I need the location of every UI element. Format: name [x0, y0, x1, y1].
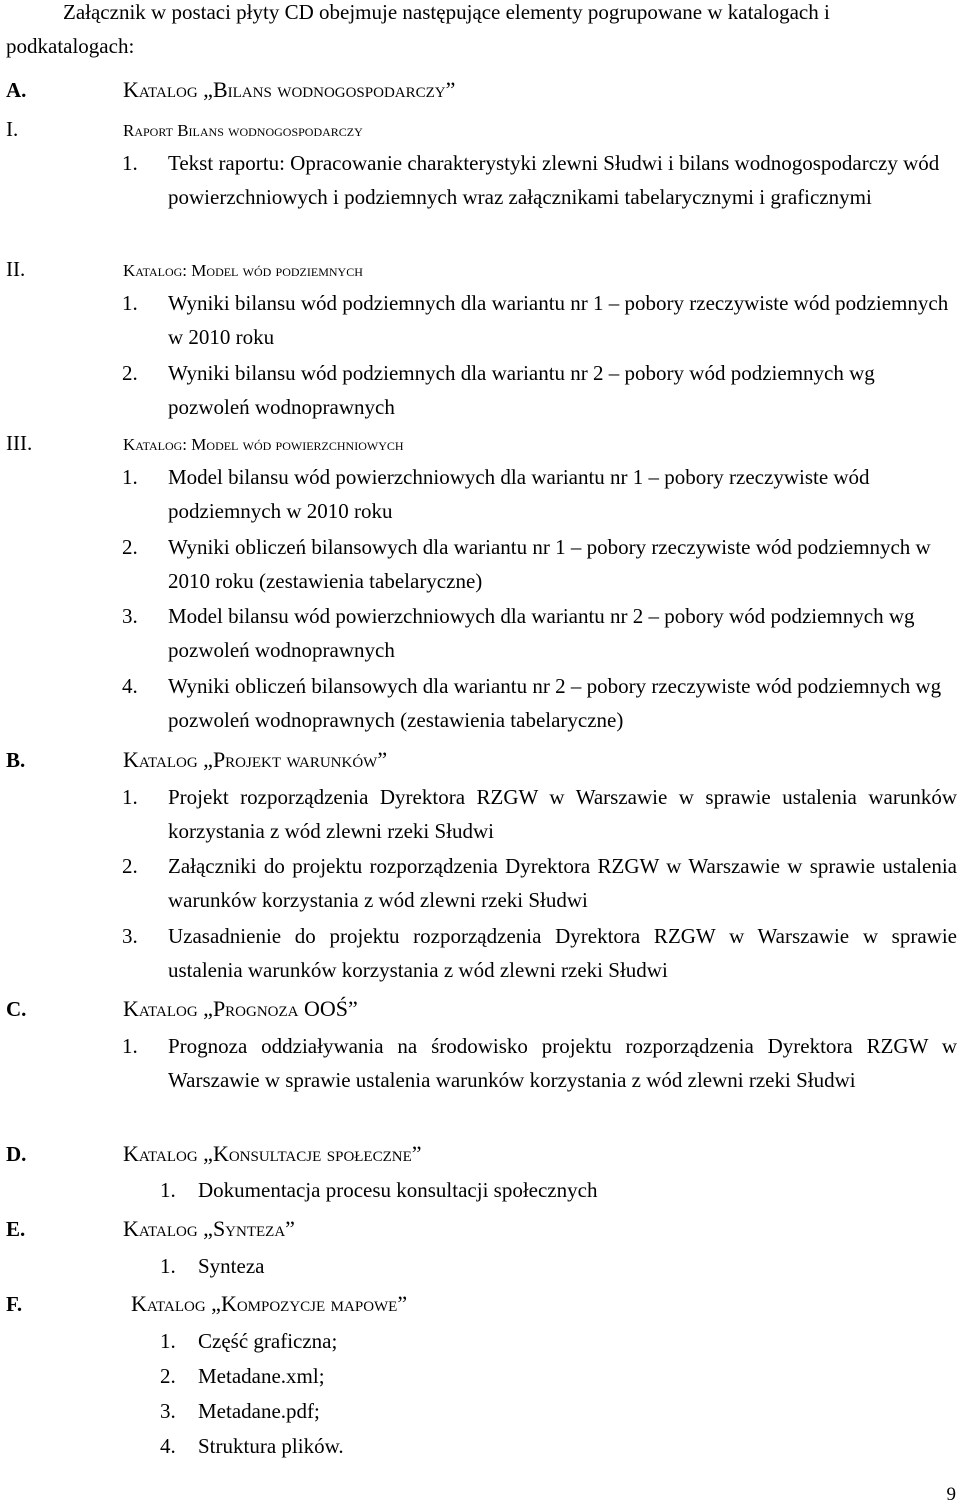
subsection-title: Katalog: Model wód podziemnych [123, 261, 363, 280]
item-text: Synteza [198, 1254, 265, 1278]
item-number: 1. [122, 291, 138, 315]
section-letter: B. [6, 748, 26, 772]
list-item [122, 919, 957, 987]
item-text: Wyniki obliczeń bilansowych dla wariantu nr 1 – pobory rzeczywiste wód podziemnych w 2010 roku (zestawienia tabelaryczne) [168, 535, 931, 593]
list-item [160, 1249, 960, 1283]
list-item [122, 669, 957, 737]
list-item [160, 1429, 960, 1463]
item-text: Dokumentacja procesu konsultacji społecznych [198, 1178, 598, 1202]
section-title: Katalog „Prognoza OOŚ” [123, 996, 358, 1021]
subsection-number: II. [6, 257, 26, 281]
list-item [122, 780, 957, 848]
list-item [122, 286, 957, 354]
subsection-title: Katalog: Model wód powierzchniowych [123, 435, 404, 454]
subsection-number: III. [6, 431, 33, 455]
item-number: 4. [122, 674, 138, 698]
section-letter: E. [6, 1217, 26, 1241]
item-text: Załączniki do projektu rozporządzenia Dyrektora RZGW w Warszawie w sprawie ustalenia warunków korzystania z wód zlewni rzeki Słudwi [168, 854, 957, 912]
item-number: 2. [122, 854, 138, 878]
section-title: Katalog „Synteza” [123, 1216, 295, 1241]
item-number: 2. [122, 535, 138, 559]
subsection-a-iii-heading [6, 426, 404, 462]
item-text: Metadane.pdf; [198, 1399, 320, 1423]
list-item [122, 849, 957, 917]
section-letter: C. [6, 997, 27, 1021]
item-text: Wyniki bilansu wód podziemnych dla wariantu nr 1 – pobory rzeczywiste wód podziemnych w 2010 roku [168, 291, 949, 349]
section-letter: D. [6, 1142, 27, 1166]
list-item [160, 1394, 960, 1428]
item-text: Prognoza oddziaływania na środowisko projektu rozporządzenia Dyrektora RZGW w Warszawie w sprawie ustalenia warunków korzystania z wód zlewni rzeki Słudwi [168, 1034, 957, 1092]
item-number: 4. [160, 1434, 176, 1458]
item-number: 3. [122, 604, 138, 628]
item-number: 1. [122, 151, 138, 175]
section-letter: F. [6, 1292, 23, 1316]
section-f-heading [6, 1287, 407, 1321]
list-item [122, 356, 957, 424]
item-number: 1. [160, 1254, 176, 1278]
page-number: 9 [946, 1484, 956, 1505]
item-number: 1. [122, 465, 138, 489]
list-item [122, 599, 957, 667]
item-text: Wyniki bilansu wód podziemnych dla wariantu nr 2 – pobory wód podziemnych wg pozwoleń wodnoprawnych [168, 361, 875, 419]
list-item [122, 1029, 957, 1097]
section-letter: A. [6, 78, 27, 102]
item-text: Struktura plików. [198, 1434, 344, 1458]
section-title: Katalog „Konsultacje społeczne” [123, 1141, 422, 1166]
item-text: Część graficzna; [198, 1329, 338, 1353]
list-item [160, 1324, 960, 1358]
item-text: Metadane.xml; [198, 1364, 325, 1388]
list-item [160, 1359, 960, 1393]
subsection-number: I. [6, 117, 19, 141]
list-item [122, 146, 957, 214]
subsection-title: Raport Bilans wodnogospodarczy [123, 121, 363, 140]
list-item [122, 530, 957, 598]
item-number: 1. [122, 785, 138, 809]
item-number: 1. [160, 1178, 176, 1202]
section-title: Katalog „Bilans wodnogospodarczy” [123, 77, 456, 102]
list-item [122, 460, 957, 528]
subsection-a-i-heading [6, 112, 363, 148]
item-text: Model bilansu wód powierzchniowych dla wariantu nr 1 – pobory rzeczywiste wód podziemnych w 2010 roku [168, 465, 870, 523]
section-b-heading [6, 743, 387, 777]
item-number: 3. [122, 924, 138, 948]
item-number: 1. [160, 1329, 176, 1353]
item-text: Tekst raportu: Opracowanie charakterystyki zlewni Słudwi i bilans wodnogospodarczy wód powierzchniowych i podziemnych wraz załącznikami tabelarycznymi i graficznymi [168, 151, 940, 209]
item-text: Model bilansu wód powierzchniowych dla wariantu nr 2 – pobory wód podziemnych wg pozwoleń wodnoprawnych [168, 604, 915, 662]
item-number: 3. [160, 1399, 176, 1423]
section-a-heading [6, 73, 455, 107]
list-item [160, 1173, 960, 1207]
item-text: Uzasadnienie do projektu rozporządzenia Dyrektora RZGW w Warszawie w sprawie ustalenia warunków korzystania z wód zlewni rzeki Słudwi [168, 924, 957, 982]
section-title: Katalog „Kompozycje mapowe” [131, 1291, 408, 1316]
item-number: 2. [122, 361, 138, 385]
item-text: Wyniki obliczeń bilansowych dla wariantu nr 2 – pobory rzeczywiste wód podziemnych wg pozwoleń wodnoprawnych (zestawienia tabelaryczne) [168, 674, 942, 732]
section-e-heading [6, 1212, 295, 1246]
section-c-heading [6, 992, 358, 1026]
section-d-heading [6, 1137, 422, 1171]
section-title: Katalog „Projekt warunków” [123, 747, 388, 772]
item-text: Projekt rozporządzenia Dyrektora RZGW w Warszawie w sprawie ustalenia warunków korzystania z wód zlewni rzeki Słudwi [168, 785, 957, 843]
item-number: 2. [160, 1364, 176, 1388]
subsection-a-ii-heading [6, 252, 363, 288]
intro-paragraph: Załącznik w postaci płyty CD obejmuje następujące elementy pogrupowane w katalogach i podkatalogach: [6, 0, 830, 58]
item-number: 1. [122, 1034, 138, 1058]
